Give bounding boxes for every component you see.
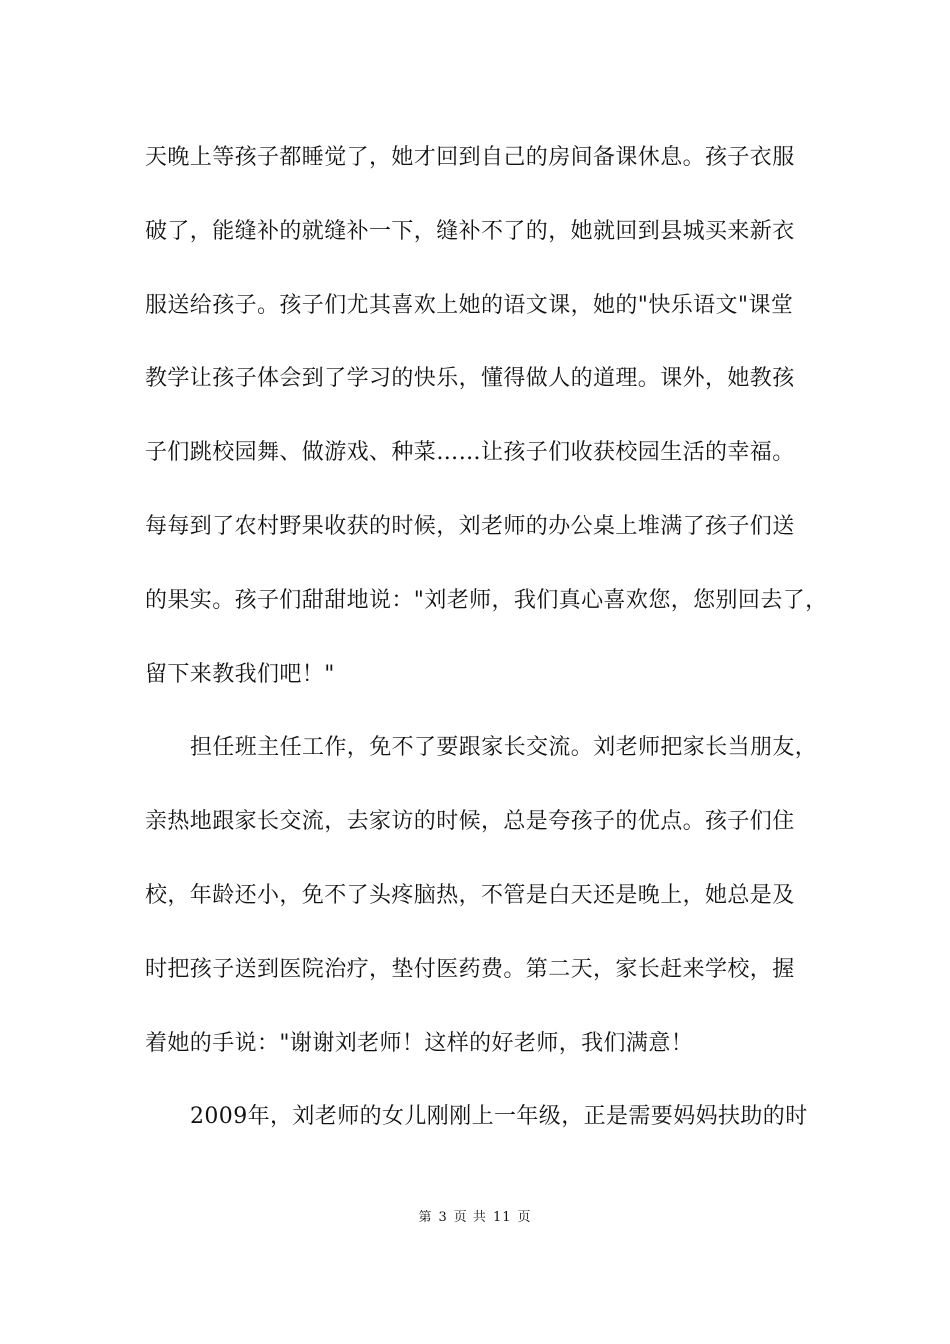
body-text (145, 134, 828, 1167)
page-footer (0, 1206, 950, 1225)
current-page-number: 3 (438, 1210, 448, 1225)
footer-middle: 页 共 (453, 1210, 487, 1225)
text-line: 的果实。孩子们甜甜地说："刘老师，我们真心喜欢您，您别回去了， (145, 587, 828, 613)
paragraph-start-line: 担任班主任工作，免不了要跟家长交流。刘老师把家长当朋友， (190, 735, 818, 761)
text-line: 子们跳校园舞、做游戏、种菜……让孩子们收获校园生活的幸福。 (145, 440, 795, 466)
text-line: 亲热地跟家长交流，去家访的时候，总是夸孩子的优点。孩子们住 (145, 809, 795, 835)
text-line: 每每到了农村野果收获的时候，刘老师的办公桌上堆满了孩子们送 (145, 513, 795, 539)
paragraph-start-line: 2009年，刘老师的女儿刚刚上一年级，正是需要妈妈扶助的时 (190, 1104, 808, 1130)
footer-prefix: 第 (418, 1210, 433, 1225)
text-line: 时把孩子送到医院治疗，垫付医药费。第二天，家长赶来学校，握 (145, 956, 795, 982)
text-line: 教学让孩子体会到了学习的快乐，懂得做人的道理。课外，她教孩 (145, 366, 795, 392)
footer-suffix: 页 (517, 1210, 532, 1225)
text-line: 校，年龄还小，免不了头疼脑热，不管是白天还是晚上，她总是及 (145, 882, 795, 908)
text-line: 留下来教我们吧！" (145, 661, 335, 687)
text-line: 着她的手说："谢谢刘老师！这样的好老师，我们满意！ (145, 1030, 694, 1056)
text-line: 天晚上等孩子都睡觉了，她才回到自己的房间备课休息。孩子衣服 (145, 145, 795, 170)
text-line: 破了，能缝补的就缝补一下，缝补不了的，她就回到县城买来新衣 (145, 218, 795, 244)
total-pages-number: 11 (492, 1210, 512, 1225)
text-line: 服送给孩子。孩子们尤其喜欢上她的语文课，她的"快乐语文"课堂 (145, 292, 794, 318)
